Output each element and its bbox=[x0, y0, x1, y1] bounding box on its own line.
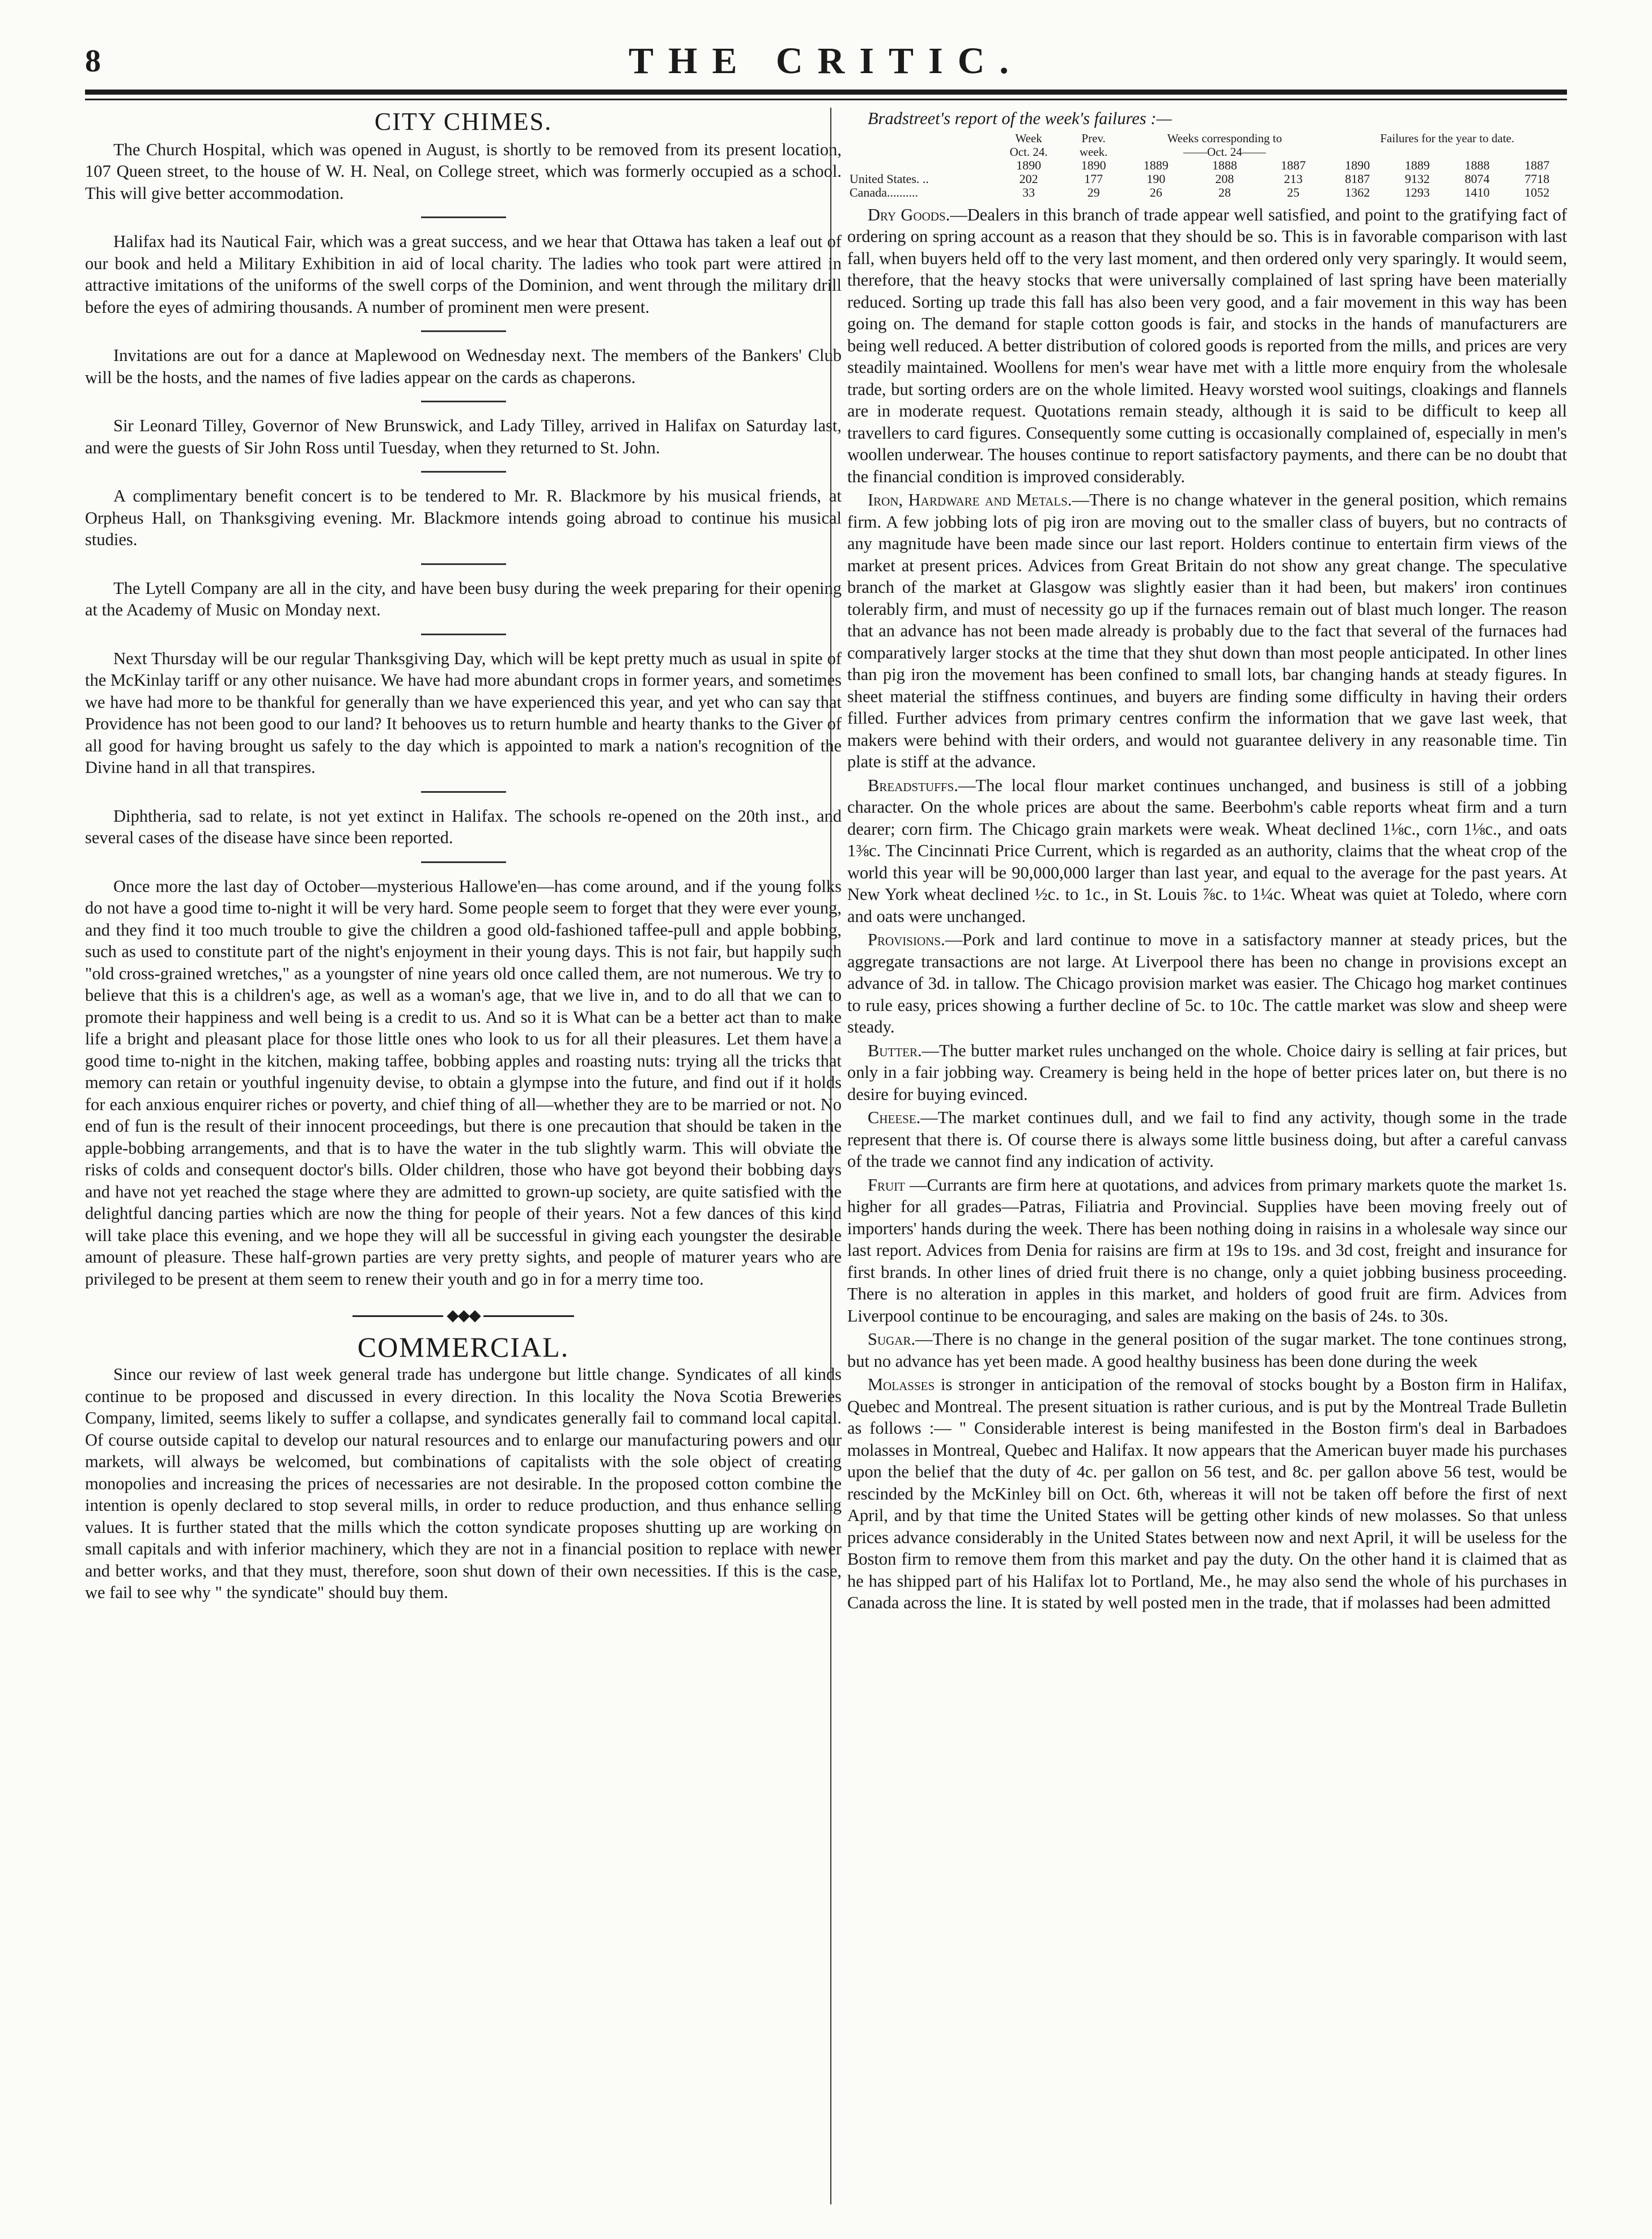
table-cell: 1888 bbox=[1212, 158, 1237, 172]
table-cell: 29 bbox=[1087, 185, 1100, 199]
bradstreet-intro: Bradstreet's report of the week's failures :— bbox=[868, 109, 1172, 128]
city-chimes-heading: CITY CHIMES. bbox=[374, 108, 553, 135]
table-header-row bbox=[847, 131, 1567, 145]
market-report bbox=[847, 1374, 1567, 1614]
item-separator bbox=[421, 471, 506, 473]
masthead-rule-thin bbox=[85, 99, 1567, 100]
table-header-row bbox=[847, 145, 1567, 159]
market-lead: Cheese. bbox=[868, 1108, 921, 1127]
commercial-paragraph: Since our review of last week general trade has undergone but little change. Syndicates of all kinds continue to be proposed and discussed in every direction. In this locality the Nova Scotia Breweries Company, limited, seems likely to suffer a collapse, and syndicates generally fail to command local capital. Of course outside capital to develop our natural resources and to enlarge our manufacturing powers and our markets, will always be welcomed, but combinations of capitalists with the sole object of creating monopolies and increasing the prices of necessaries are not desirable. In the proposed cotton combine the intention is openly declared to stop several mills, in order to reduce production, and thus enhance selling values. It is further stated that the mills which the cotton syndicate proposes shutting up are working on small capitals and with inferior machinery, which they are not in a financial position to replace with newer and better works, and that they must, therefore, soon shut down of their own necessities. If this is the case, we fail to see why " the syndicate" should buy them. bbox=[85, 1365, 842, 1603]
table-cell: 9132 bbox=[1404, 171, 1430, 186]
failures-table bbox=[847, 131, 1567, 199]
table-header: Prev. bbox=[1081, 131, 1106, 145]
table-cell: 33 bbox=[1022, 185, 1035, 199]
market-lead: Dry Goods. bbox=[868, 205, 950, 224]
item-separator bbox=[421, 634, 506, 635]
table-header: ——Oct. 24—— bbox=[1183, 145, 1266, 159]
news-item: Next Thursday will be our regular Thanksgiving Day, which will be kept pretty much as usual in spite of the McKinlay tariff or any other nuisance. We have had more abundant crops in former years, and sometimes we have had more to be thankful for generally than we have experienced this year, and yet who can say that Providence has not been good to our land? It behooves us to return humble and hearty thanks to the Giver of all good for having brought us safely to the day which is appointed to mark a nation's recognition of the Divine hand in all that transpires. bbox=[85, 648, 842, 777]
market-text: —There is no change whatever in the general position, which remains firm. A few jobbing lots of pig iron are moving out to the smaller class of buyers, but no contracts of any magnitude have been made since our last report. Holders continue to entertain firm views of the market at present prices. Advices from Great Britain do not show any great change. The speculative branch of the market at Glasgow was slightly easier than it had been, but makers' iron continues tolerably firm, and must of necessity go up if the furnaces remain out of blast much longer. The reason that an advance has not been made already is probably due to the fact that several of the furnaces had comparatively larger stocks at the time that they shut down than most people anticipated. In other lines than pig iron the movement has been confined to small lots, bar changing hands at steady figures. In sheet material the stiffness continues, and buyers are finding some difficulty in having their orders filled. Further advices from primary centres confirm the information that we gave last week, that makers were behind with their orders, and would not guarantee delivery in any reasonable time. Tin plate is stiff at the advance. bbox=[847, 490, 1567, 771]
table-cell: 1052 bbox=[1524, 185, 1550, 199]
table-row bbox=[847, 172, 1567, 186]
item-separator bbox=[421, 401, 506, 402]
table-cell: 1887 bbox=[1280, 158, 1306, 172]
news-item: Once more the last day of October—mysterious Hallowe'en—has come around, and if the young folks do not have a good time to-night it will be very hard. Some people seem to forget that they were ever young, and they find it too much trouble to give the children a good old-fashioned taffee-pull and apple bobbing, such as used to constitute part of the night's enjoyment in their young days. This is not fair, but happily such "old cross-grained wretches," as a youngster of nine years old once called them, are not numerous. We try to believe that this is a children's age, as well as a woman's age, that we live in, and to do all that we can to promote their happiness and well being is a credit to us. And so it is What can be a better act than to make life a bright and pleasant place for those little ones who look to us for all their pleasures. Let them have a good time to-night in the kitchen, making taffee, bobbing apples and roasting nuts: trying all the tricks that memory can retain or youthful ingenuity devise, to obtain a glympse into the future, and find out if it holds for each anxious enquirer riches or poverty, and chief thing of all—whether they are to be married or not. No end of fun is the result of their innocent proceedings, but there is one precaution that should be taken in the apple-bobbing arrangements, and that is to have the water in the tub slightly warm. This will obviate the risks of colds and consequent doctor's bills. Older children, those who have got beyond their bobbing days and have not yet reached the stage where they are admitted to grown-up society, are quite satisfied with the delightful dancing parties which are now the thing for people of their years. Not a few dances of this kind will take place this evening, and we hope they will all be successful in giving each youngster the desirable amount of pleasure. These half-grown parties are very pretty sights, and people of maturer years who are privileged to be present at them seem to renew their youth and go in for a merry time too. bbox=[85, 876, 842, 1289]
market-lead: Fruit bbox=[868, 1175, 905, 1195]
market-text: is stronger in anticipation of the removal of stocks bought by a Boston firm in Halifax, Quebec and Montreal. The present situation is rather curious, and is put by the Montreal Trade Bulletin as follows :— " Considerable interest is being manifested in the Boston firm's deal in Barbadoes molasses in Montreal, Quebec and Halifax. It now appears that the American buyer made his purchases upon the belief that the duty of 4c. per gallon on 56 test, and 8c. per gallon above 56 test, would be rescinded by the McKinley bill on Oct. 6th, whereas it will not be taken off before the first of next April, and by that time the United States will be getting other kinds of new molasses. So that unless prices advance considerably in the United States between now and next April, it will be useless for the Boston firm to remove them from this market and pay the duty. On the other hand it is claimed that as he has shipped part of his Halifax lot to Portland, Me., he may also send the whole of his purchases in Canada across the line. It is stated by well posted men in the trade, that if molasses had been admitted bbox=[847, 1375, 1567, 1612]
table-cell: 177 bbox=[1084, 171, 1103, 186]
table-cell: 208 bbox=[1215, 171, 1234, 186]
table-cell: 1362 bbox=[1345, 185, 1370, 199]
market-report bbox=[847, 204, 1567, 488]
market-text: —Dealers in this branch of trade appear well satisfied, and point to the gratifying fact of ordering on spring account as a reason that they should be so. This is in favorable comparison with last fall, when buyers held off to the very last moment, and then ordered only very sparingly. It would seem, therefore, that the heavy stocks that were universally complained of last spring have been materially reduced. Sorting up trade this fall has also been very good, and a fair movement in this way has been going on. The demand for staple cotton goods is fair, and stocks in the hands of manufacturers are being well reduced. A better distribution of colored goods is reported from the mills, and prices are very steadily maintained. Woollens for men's wear have met with a little more enquiry from the wholesale trade, but sorting orders are on the whole limited. Heavy worsted wool suitings, cloakings and flannels are in moderate request. Quotations remain steady, although it is said to be difficult to keep all travellers to card figures. Consequently some cutting is occasionally complained of, especially in men's woollen underwear. The houses continue to report satisfactory payments, and there can be no doubt that the financial condition is improved considerably. bbox=[847, 205, 1567, 486]
market-report bbox=[847, 1107, 1567, 1172]
market-text: —There is no change in the general position of the sugar market. The tone continues strong, but no advance has yet been made. A good healthy business has been done during the week bbox=[847, 1329, 1567, 1371]
news-item: The Church Hospital, which was opened in August, is shortly to be removed from its present location, 107 Queen street, to the house of W. H. Neal, on College street, which was formerly occupied as a school. This will give better accommodation. bbox=[85, 139, 842, 203]
page-number: 8 bbox=[85, 44, 101, 79]
table-cell: Canada.......... bbox=[850, 185, 918, 199]
table-cell: United States. .. bbox=[850, 171, 929, 186]
item-separator bbox=[421, 791, 506, 793]
market-report bbox=[847, 489, 1567, 773]
table-header: Failures for the year to date. bbox=[1380, 131, 1515, 145]
market-text: —Pork and lard continue to move in a satisfactory manner at steady prices, but the aggregate transactions are not large. At Liverpool there has been no change in provisions except an advance of 3d. in tallow. The Chicago provision market was easier. The Chicago hog market continues to rule easy, prices showing a further decline of 5c. to 10c. The cattle market was slow and sheep were steady. bbox=[847, 930, 1567, 1036]
table-cell: 1890 bbox=[1081, 158, 1106, 172]
table-cell: 25 bbox=[1286, 185, 1299, 199]
item-separator bbox=[421, 330, 506, 332]
market-text: —The local flour market continues unchanged, and business is still of a jobbing character. On the whole prices are about the same. Beerbohm's cable reports wheat firm and a turn dearer; corn firm. The Chicago grain markets were weak. Wheat declined 1⅛c., corn 1⅛c., and oats 1⅜c. The Cincinnati Price Current, which is regarded as an authority, claims that the wheat crop of the world this year will be 90,000,000 larger than last year, and equal to the average for the past years. At New York wheat declined ½c. to 1c., in St. Louis ⅞c. to 1¼c. Wheat was quiet at Toledo, where corn and oats were unchanged. bbox=[847, 775, 1567, 926]
market-report bbox=[847, 1328, 1567, 1372]
table-header: week. bbox=[1079, 145, 1108, 159]
item-separator bbox=[421, 861, 506, 863]
news-item: A complimentary benefit concert is to be tendered to Mr. R. Blackmore by his musical friends, at Orpheus Hall, on Thanksgiving evening. Mr. Blackmore intends going abroad to continue his musical studies. bbox=[85, 486, 842, 549]
masthead-rule-thick bbox=[85, 90, 1567, 95]
market-lead: Breadstuffs. bbox=[868, 775, 958, 795]
item-separator bbox=[421, 563, 506, 565]
market-report bbox=[847, 1174, 1567, 1327]
table-cell: 1889 bbox=[1143, 158, 1169, 172]
table-row bbox=[847, 186, 1567, 199]
market-lead: Iron, Hardware and Metals. bbox=[868, 490, 1072, 509]
table-header: Weeks corresponding to bbox=[1167, 131, 1282, 145]
table-cell: 202 bbox=[1019, 171, 1038, 186]
table-cell: 1888 bbox=[1464, 158, 1490, 172]
market-report bbox=[847, 775, 1567, 928]
table-cell: 26 bbox=[1149, 185, 1162, 199]
market-lead: Butter. bbox=[868, 1040, 922, 1060]
news-item: Invitations are out for a dance at Maplewood on Wednesday next. The members of the Bankers' Club will be the hosts, and the names of five ladies appear on the cards as chaperons. bbox=[85, 346, 842, 387]
table-cell: 1410 bbox=[1464, 185, 1490, 199]
right-column bbox=[847, 108, 1567, 1616]
table-cell: 1293 bbox=[1404, 185, 1430, 199]
market-report bbox=[847, 1040, 1567, 1106]
table-cell: 190 bbox=[1146, 171, 1166, 186]
table-cell: 1890 bbox=[1016, 158, 1042, 172]
masthead bbox=[85, 40, 1567, 91]
news-item: Halifax had its Nautical Fair, which was a great success, and we hear that Ottawa has taken a leaf out of our book and held a Military Exhibition in aid of local charity. The ladies who took part were attired in attractive imitations of the uniforms of the swell corps of the Dominion, and went through the military drill before the eyes of admiring thousands. A number of prominent men were present. bbox=[85, 232, 842, 317]
left-column bbox=[85, 108, 842, 1607]
news-item: Sir Leonard Tilley, Governor of New Brunswick, and Lady Tilley, arrived in Halifax on Saturday last, and were the guests of Sir John Ross until Tuesday, when they returned to St. John. bbox=[85, 416, 842, 457]
table-cell: 213 bbox=[1284, 171, 1303, 186]
market-text: —The butter market rules unchanged on the whole. Choice dairy is selling at fair prices, but only in a fair jobbing way. Creamery is being held in the hope of better prices later on, but there is no desire for buying evinced. bbox=[847, 1040, 1567, 1104]
market-lead: Provisions. bbox=[868, 930, 945, 949]
table-cell: 1889 bbox=[1404, 158, 1430, 172]
table-cell: 1890 bbox=[1345, 158, 1370, 172]
table-year-row bbox=[847, 159, 1567, 172]
table-cell: 8074 bbox=[1464, 171, 1490, 186]
news-item: Diphtheria, sad to relate, is not yet extinct in Halifax. The schools re-opened on the 20th inst., and several cases of the disease have since been reported. bbox=[85, 806, 842, 847]
market-text: —Currants are firm here at quotations, and advices from primary markets quote the market 1s. higher for all grades—Patras, Filiatria and Provincial. Supplies have been moving freely out of importers' hands during the week. There has been nothing doing in raisins in a wholesale way since our last report. Advices from Denia for raisins are firm at 19s to 19s. and 3d cost, freight and insurance for first brands. In other lines of dried fruit there is no change, only a quiet jobbing business proceeding. There is no alteration in apples in this market, and holders of good fruit are firm. Advices from Liverpool continue to be encouraging, and sales are making on the basis of 24s. to 30s. bbox=[847, 1175, 1567, 1325]
news-item: The Lytell Company are all in the city, and have been busy during the week preparing for their opening at the Academy of Music on Monday next. bbox=[85, 578, 842, 619]
newspaper-title: THE CRITIC. bbox=[628, 40, 1024, 82]
table-header: Oct. 24. bbox=[1009, 145, 1048, 159]
table-header: Week bbox=[1015, 131, 1042, 145]
table-cell: 28 bbox=[1218, 185, 1231, 199]
table-cell: 1887 bbox=[1524, 158, 1550, 172]
market-text: —The market continues dull, and we fail to find any activity, though some in the trade represent that there is. Of course there is always some little business doing, but after a careful canvass of the trade we cannot find any indication of activity. bbox=[847, 1108, 1567, 1171]
market-report bbox=[847, 929, 1567, 1038]
item-separator bbox=[421, 216, 506, 218]
market-lead: Molasses bbox=[868, 1375, 935, 1394]
table-cell: 7718 bbox=[1524, 171, 1550, 186]
market-lead: Sugar. bbox=[868, 1329, 916, 1349]
commercial-heading: COMMERCIAL. bbox=[357, 1331, 570, 1363]
section-flourish: ◆◆◆ bbox=[85, 1305, 842, 1327]
table-cell: 8187 bbox=[1345, 171, 1370, 186]
